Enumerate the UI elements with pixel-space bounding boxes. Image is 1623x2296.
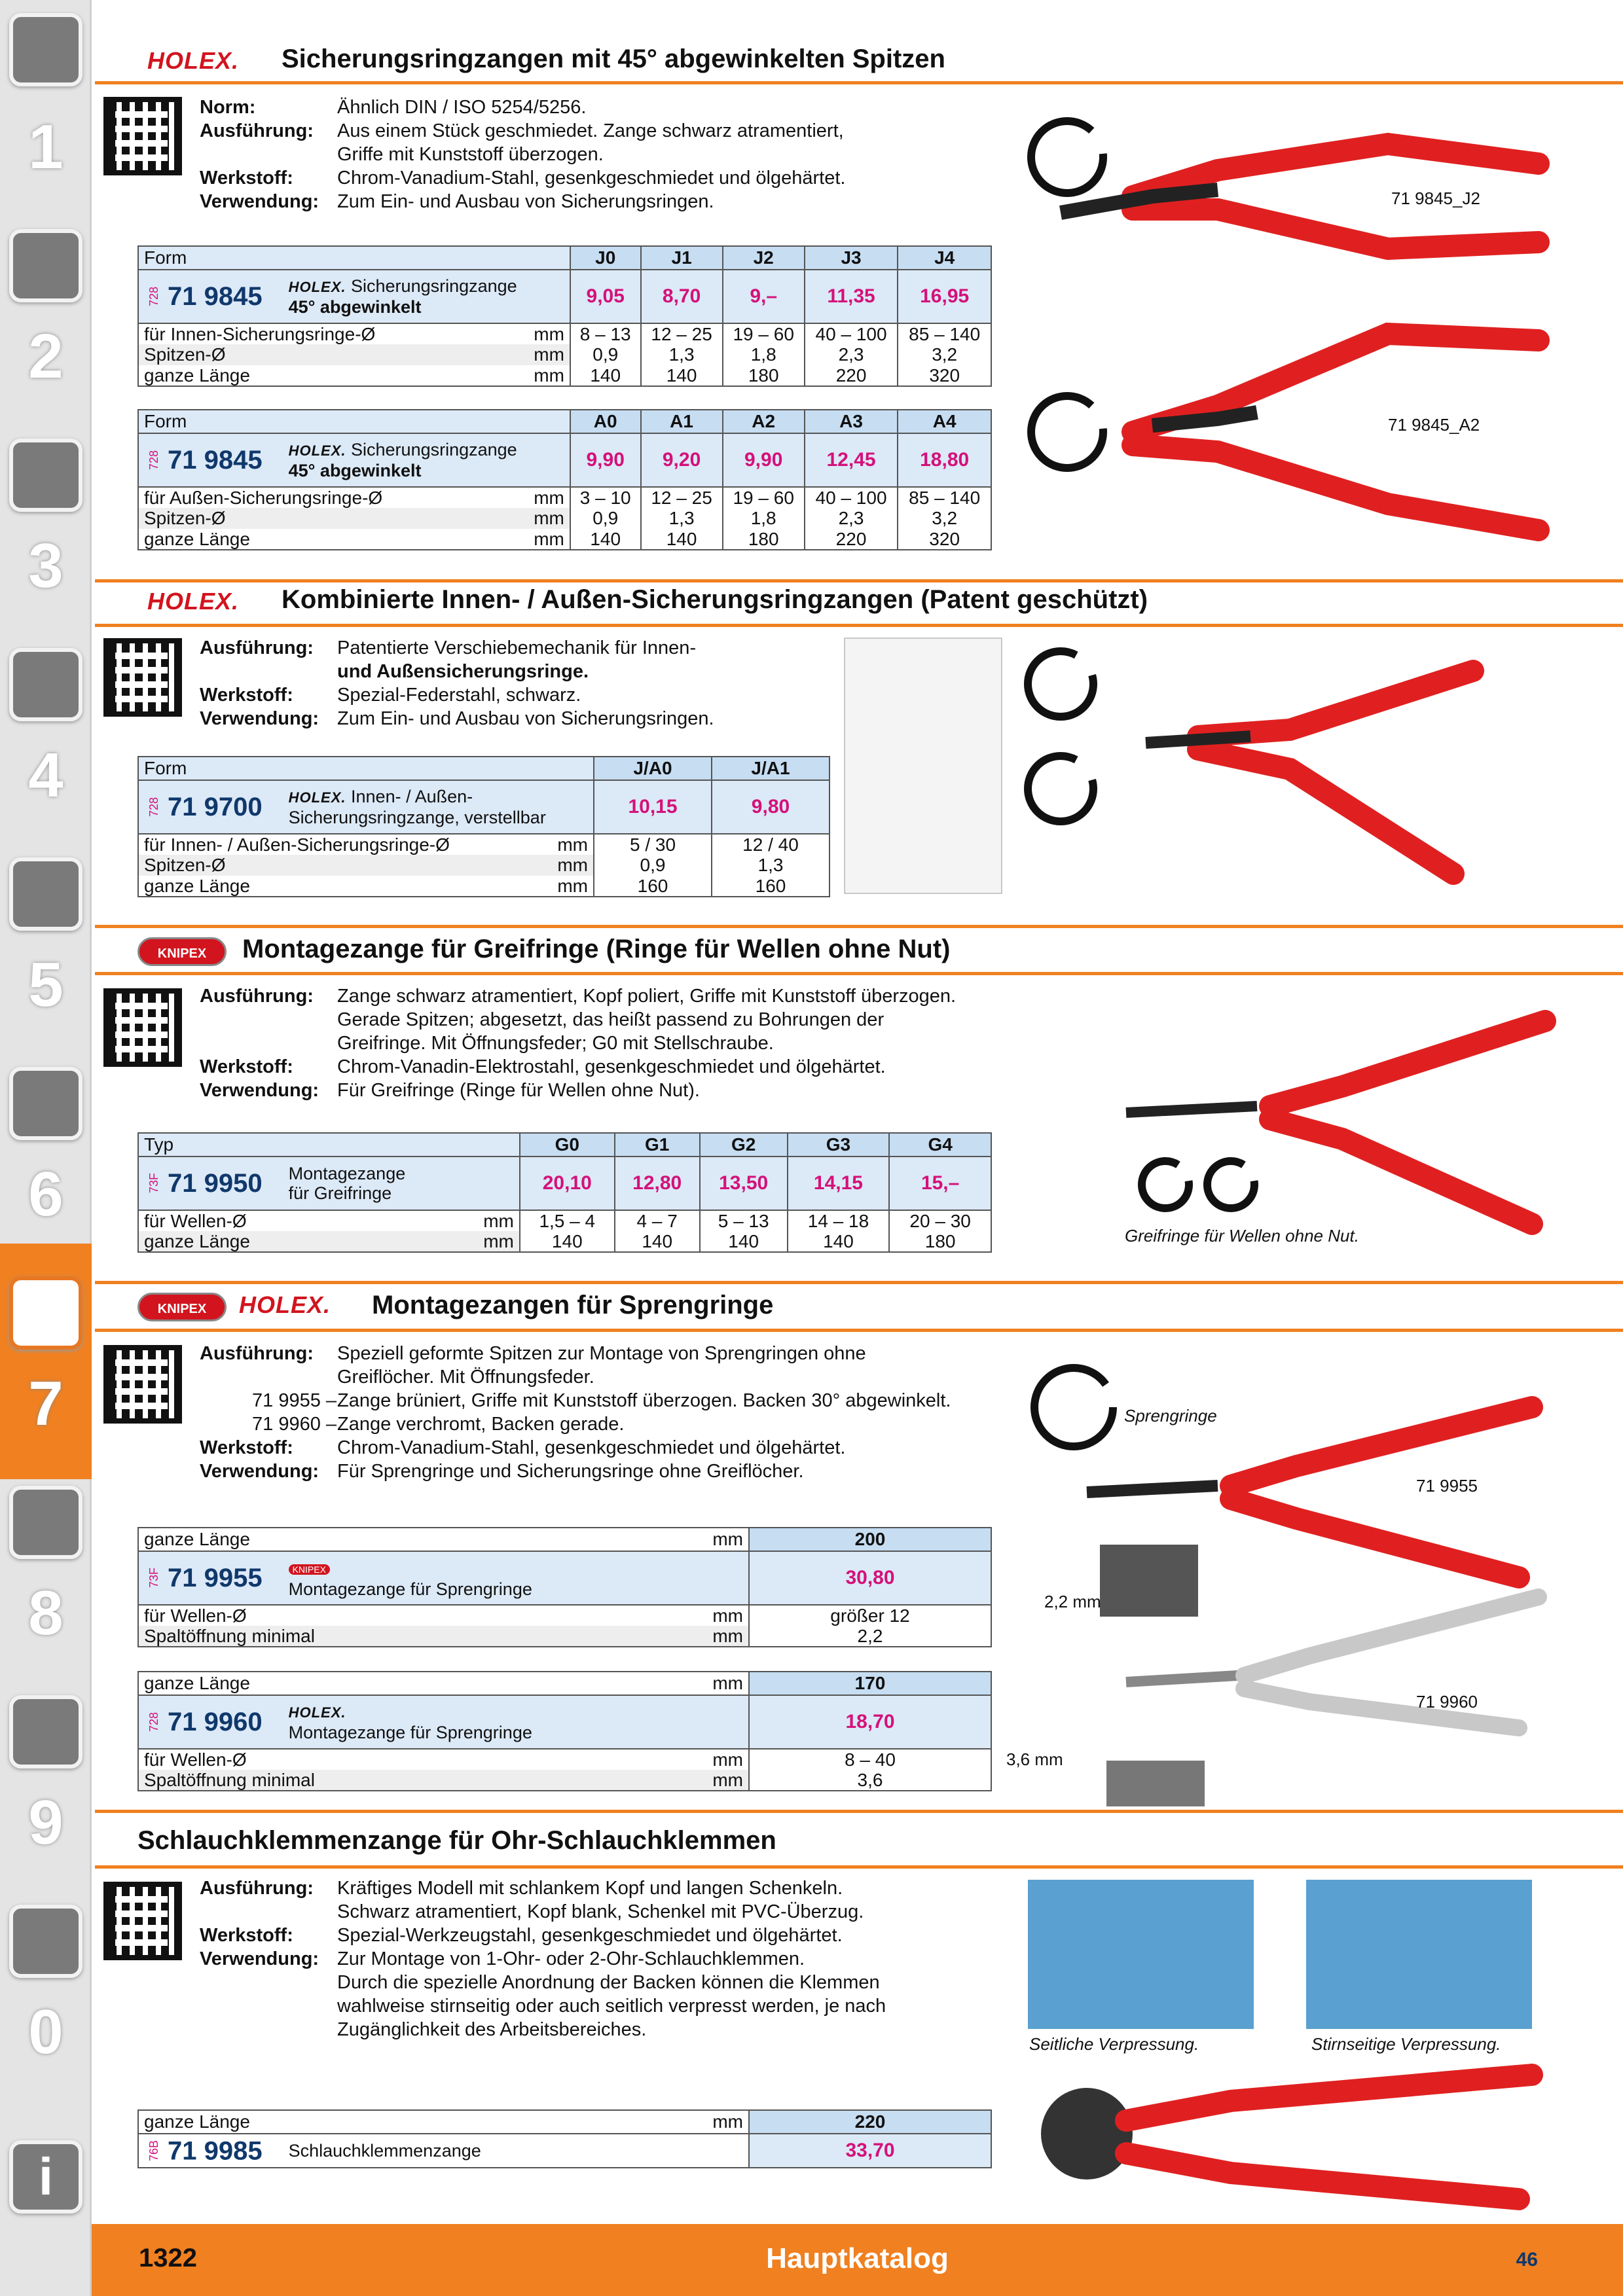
spec-label: Spitzen-Ø <box>138 508 508 529</box>
price: 9,90 <box>570 433 641 487</box>
product-table-719845-j: Form J0 J1 J2 J3 J4 728 71 9845 HOLEX. Sicherungsringzange 45° abgewinkelt 9,05 8,70 9,– 11,35 16,95 für Innen-Sicherungsringe-Ø mm 8 – 13 12 – 25 19 – 60 40 – 100 85 – 140 Spitzen-Ø mm 0,9 1,3 1,8 2,3 3,2 ganze Länge mm 140 140 180 220 320 <box>137 245 992 387</box>
section-title: Sicherungsringzangen mit 45° abgewinkelten Spitzen <box>282 45 945 73</box>
pliers-icon[interactable] <box>9 1276 82 1350</box>
col-head: A2 <box>723 410 805 433</box>
unit: mm <box>508 508 570 529</box>
article-number: 71 9985 <box>168 2136 263 2166</box>
dimension-label: 3,6 mm <box>1006 1749 1063 1769</box>
chapter-sidebar <box>0 0 92 2296</box>
knipex-logo: KNIPEX <box>137 937 227 966</box>
holex-logo: HOLEX. <box>239 1291 331 1318</box>
divider <box>95 1281 1623 1284</box>
chuck-icon[interactable] <box>9 439 82 512</box>
product-table-719955: ganze Länge mm 200 73F 71 9955 KNIPEX Montagezange für Sprengringe 30,80 für Wellen-Ø mm größer 12 Spaltöffnung minimal mm 2,2 <box>137 1527 992 1647</box>
page-footer <box>92 2224 1623 2296</box>
col-head: J0 <box>570 246 641 270</box>
chapter-1[interactable]: 1 <box>28 112 64 182</box>
article-cell[interactable]: 728 71 9700 HOLEX. Innen- / Außen- Sicherungsringzange, verstellbar <box>138 780 594 834</box>
price: 12,80 <box>615 1157 700 1210</box>
col-head: A4 <box>898 410 991 433</box>
sprengring-pliers-image <box>1021 1355 1571 1813</box>
col-head: A1 <box>641 410 723 433</box>
hose-clamp-pliers-image <box>1034 2062 1545 2212</box>
qr-code[interactable] <box>103 97 182 175</box>
desc-key: Ausführung: <box>200 120 314 141</box>
desc-value: Ähnlich DIN / ISO 5254/5256. <box>337 97 587 118</box>
caliper-icon[interactable] <box>9 648 82 721</box>
price: 30,80 <box>749 1551 991 1605</box>
qr-code[interactable] <box>103 1345 182 1424</box>
section-title: Kombinierte Innen- / Außen-Sicherungsringzangen (Patent geschützt) <box>282 585 1148 614</box>
price: 9,90 <box>723 433 805 487</box>
price: 33,70 <box>749 2134 991 2168</box>
article-cell[interactable] <box>138 270 570 323</box>
safety-icon[interactable] <box>9 1905 82 1978</box>
catalog-title: Hauptkatalog <box>766 2242 949 2274</box>
price: 20,10 <box>520 1157 615 1210</box>
price: 12,45 <box>805 433 898 487</box>
article-number: 71 9955 <box>168 1564 263 1592</box>
price: 16,95 <box>898 270 991 323</box>
unit: mm <box>507 365 570 386</box>
product-name: 45° abgewinkelt <box>288 461 422 480</box>
cabinet-icon[interactable] <box>9 1695 82 1768</box>
desc-value: Griffe mit Kunststoff überzogen. <box>337 144 604 165</box>
table-head: Form <box>138 410 570 433</box>
desc-key: Norm: <box>200 97 256 118</box>
divider <box>95 925 1623 928</box>
holex-logo: HOLEX. <box>147 588 240 615</box>
chapter-3[interactable]: 3 <box>28 531 64 601</box>
unit: mm <box>507 344 570 365</box>
price: 10,15 <box>594 780 712 834</box>
image-caption: Seitliche Verpressung. <box>1029 2034 1199 2054</box>
col-head: J3 <box>805 246 898 270</box>
toolbox-icon[interactable] <box>9 1486 82 1559</box>
greifring-pliers-image <box>1126 1008 1571 1244</box>
product-table-719950: Typ G0 G1 G2 G3 G4 73F 71 9950 Montagezange für Greifringe 20,10 12,80 13,50 14,15 15,– für Wellen-Ø mm 1,5 – 4 4 – 7 5 – 13 14 – 18 20 – 30 ganze Länge mm 140 140 140 140 180 <box>137 1132 992 1253</box>
price: 15,– <box>889 1157 991 1210</box>
saw-blade-icon[interactable] <box>9 857 82 931</box>
dimension-label: 2,2 mm <box>1044 1592 1101 1611</box>
divider <box>95 1865 1623 1869</box>
desc-value: Zum Ein- und Ausbau von Sicherungsringen. <box>337 191 714 212</box>
price: 13,50 <box>700 1157 788 1210</box>
price: 9,20 <box>641 433 723 487</box>
spec-label: ganze Länge <box>138 365 507 386</box>
figure-label: 71 9845_A2 <box>1388 415 1480 435</box>
knipex-logo: KNIPEX <box>289 1564 330 1575</box>
spec-label: Spitzen-Ø <box>138 344 507 365</box>
figure-label: 71 9845_J2 <box>1391 188 1480 208</box>
article-number: 71 9845 <box>168 446 263 475</box>
info-icon[interactable] <box>9 2140 82 2214</box>
drill-icon[interactable] <box>9 13 82 86</box>
page-number: 1322 <box>139 2244 197 2272</box>
product-table-719985: ganze Länge mm 220 76B 71 9985 Schlauchklemmenzange 33,70 <box>137 2109 992 2168</box>
spec-label: für Außen-Sicherungsringe-Ø <box>138 487 508 508</box>
image-caption: Greifringe für Wellen ohne Nut. <box>1125 1226 1359 1246</box>
article-cell[interactable] <box>138 433 570 487</box>
divider <box>95 579 1623 583</box>
chapter-8[interactable]: 8 <box>28 1578 64 1648</box>
article-number: 71 9950 <box>168 1169 263 1198</box>
combi-pliers-image <box>845 638 1565 913</box>
table-head: Form <box>138 246 570 270</box>
section-title: Montagezange für Greifringe (Ringe für Wellen ohne Nut) <box>242 935 951 963</box>
chapter-6[interactable]: 6 <box>28 1159 64 1229</box>
holex-logo: HOLEX. <box>288 442 346 459</box>
divider <box>95 624 1623 627</box>
knipex-logo: KNIPEX <box>137 1293 227 1321</box>
col-head: J2 <box>723 246 805 270</box>
chapter-0[interactable]: 0 <box>28 1997 64 2067</box>
product-table-719700: Form J/A0 J/A1 728 71 9700 HOLEX. Innen- / Außen- Sicherungsringzange, verstellbar 10,15 9,80 für Innen- / Außen-Sicherungsringe-Ø mm 5 / 30 12 / 40 Spitzen-Ø mm 0,9 1,3 ganze Länge mm 160 160 <box>137 756 830 897</box>
article-cell[interactable]: 728 71 9960 HOLEX. Montagezange für Sprengringe <box>138 1695 749 1749</box>
chapter-4[interactable]: 4 <box>28 740 64 810</box>
article-cell[interactable]: 76B 71 9985 Schlauchklemmenzange <box>138 2134 749 2168</box>
desc-key: Verwendung: <box>200 191 319 212</box>
section-number: 46 <box>1516 2249 1538 2270</box>
spec-label: für Innen-Sicherungsringe-Ø <box>138 323 507 344</box>
unit: mm <box>507 323 570 344</box>
desc-value: Aus einem Stück geschmiedet. Zange schwarz atramentiert, <box>337 120 844 141</box>
divider <box>95 81 1623 84</box>
product-name: Sicherungsringzange <box>351 276 517 296</box>
holex-logo: HOLEX. <box>147 47 240 74</box>
page-badge: 728 <box>147 450 160 471</box>
article-number: 71 9700 <box>168 793 263 821</box>
article-number: 71 9960 <box>168 1708 263 1736</box>
price: 18,70 <box>749 1695 991 1749</box>
section-title: Schlauchklemmenzange für Ohr-Schlauchklemmen <box>137 1826 776 1855</box>
chapter-2[interactable]: 2 <box>28 321 64 391</box>
product-table-719845-a: Form A0 A1 A2 A3 A4 728 71 9845 HOLEX. Sicherungsringzange 45° abgewinkelt 9,90 9,20 9,90 12,45 18,80 für Außen-Sicherungsringe-Ø mm 3 – 10 12 – 25 19 – 60 40 – 100 85 – 140 Spitzen-Ø mm 0,9 1,3 1,8 2,3 3,2 ganze Länge mm 140 140 180 220 320 <box>137 409 992 550</box>
col-head: A0 <box>570 410 641 433</box>
pliers-image <box>1021 111 1558 556</box>
unit: mm <box>508 487 570 508</box>
col-head: J1 <box>641 246 723 270</box>
qr-code[interactable] <box>103 638 182 717</box>
price: 9,80 <box>712 780 830 834</box>
divider <box>95 1810 1623 1813</box>
spec-label: ganze Länge <box>138 529 508 550</box>
price: 8,70 <box>641 270 723 323</box>
price: 11,35 <box>805 270 898 323</box>
price: 9,– <box>723 270 805 323</box>
price: 14,15 <box>788 1157 890 1210</box>
wrench-icon[interactable] <box>9 1067 82 1140</box>
article-cell[interactable]: 73F 71 9950 Montagezange für Greifringe <box>138 1157 520 1210</box>
product-table-719960: ganze Länge mm 170 728 71 9960 HOLEX. Montagezange für Sprengringe 18,70 für Wellen-Ø mm 8 – 40 Spaltöffnung minimal mm 3,6 <box>137 1671 992 1791</box>
col-head: J4 <box>898 246 991 270</box>
photo-lateral-crimp <box>1028 1880 1254 2029</box>
desc-value: Chrom-Vanadium-Stahl, gesenkgeschmiedet und ölgehärtet. <box>337 168 846 188</box>
chapter-9[interactable]: 9 <box>28 1787 64 1857</box>
divider <box>95 1329 1623 1332</box>
desc-key: Werkstoff: <box>200 168 293 188</box>
image-caption: Stirnseitige Verpressung. <box>1311 2034 1501 2054</box>
divider <box>95 972 1623 975</box>
page-badge: 728 <box>147 286 160 307</box>
qr-code[interactable] <box>103 1882 182 1960</box>
figure-label: 71 9955 <box>1416 1476 1478 1496</box>
price: 18,80 <box>898 433 991 487</box>
article-number: 71 9845 <box>168 282 263 311</box>
figure-label: 71 9960 <box>1416 1692 1478 1712</box>
col-head: A3 <box>805 410 898 433</box>
price: 9,05 <box>570 270 641 323</box>
chapter-5[interactable]: 5 <box>28 950 64 1020</box>
unit: mm <box>508 529 570 550</box>
info-label: i <box>38 2147 54 2206</box>
chapter-7[interactable]: 7 <box>28 1369 64 1439</box>
image-caption: Sprengringe <box>1124 1406 1217 1426</box>
product-name: Sicherungsringzange <box>351 440 517 459</box>
qr-code[interactable] <box>103 988 182 1067</box>
insert-icon[interactable] <box>9 229 82 302</box>
photo-frontal-crimp <box>1306 1880 1532 2029</box>
holex-logo: HOLEX. <box>288 279 346 295</box>
product-name: 45° abgewinkelt <box>288 297 422 317</box>
section-title: Montagezangen für Sprengringe <box>372 1291 774 1319</box>
article-cell[interactable]: 73F 71 9955 KNIPEX Montagezange für Sprengringe <box>138 1551 749 1605</box>
